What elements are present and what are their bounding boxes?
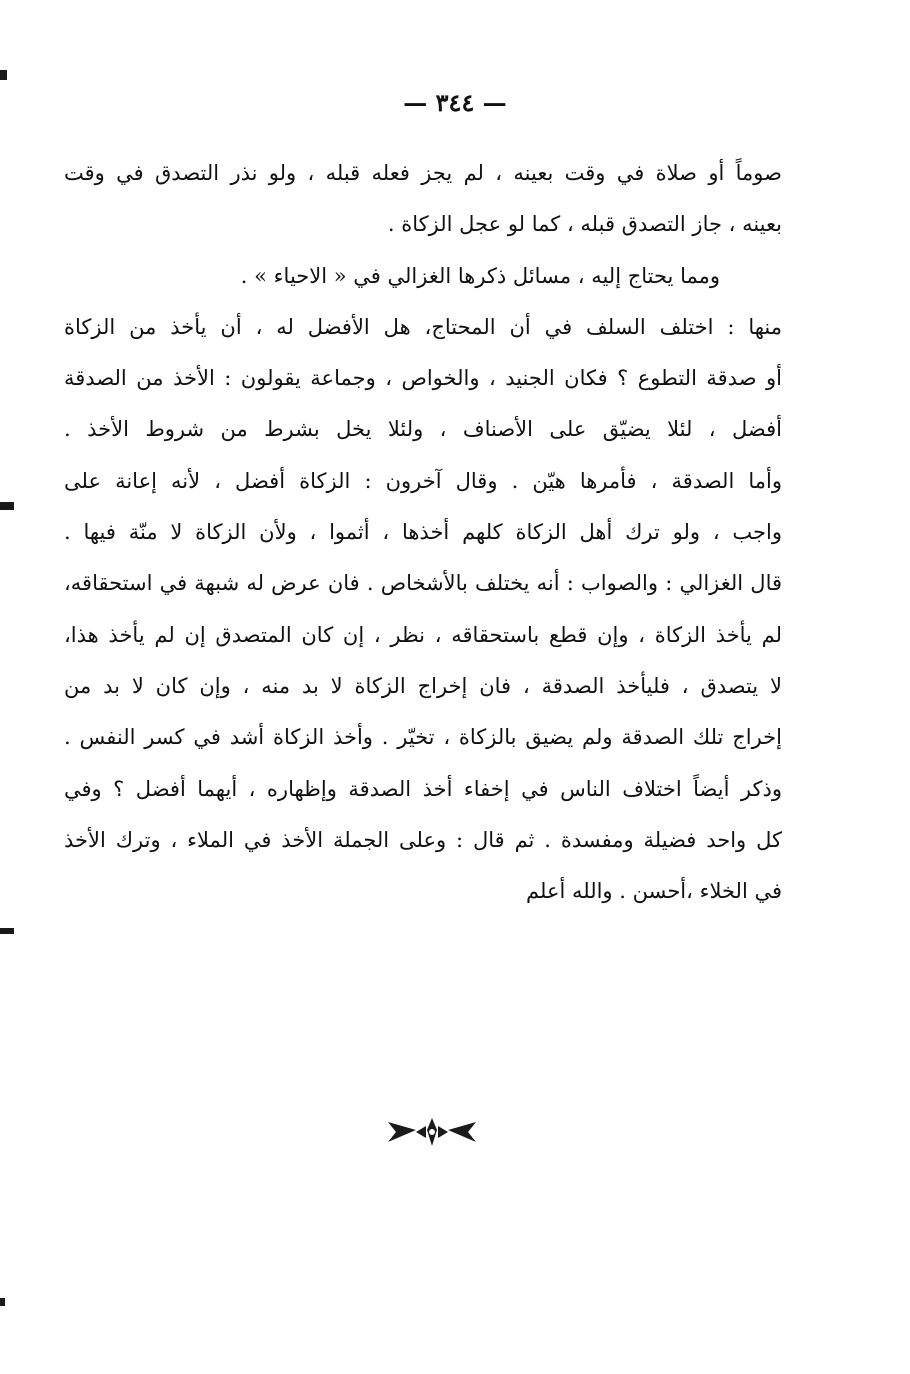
scan-edge-mark [0,1298,5,1306]
text-line-8: واجب ، ولو ترك أهل الزكاة كلهم أخذها ، أثموا ، ولأن الزكاة لا منّة فيها . [64,520,782,545]
page-number: — ٣٤٤ — [403,88,507,117]
text-line-11: لا يتصدق ، فليأخذ الصدقة ، فان إخراج الزكاة لا بد منه ، وإن كان لا بد من [64,673,782,698]
text-line-13: وذكر أيضاً اختلاف الناس في إخفاء أخذ الصدقة وإظهاره ، أيهما أفضل ؟ وفي [64,776,782,801]
text-line-15: في الخلاء ،أحسن . والله أعلم [526,879,782,904]
text-line-12: إخراج تلك الصدقة ولم يضيق بالزكاة ، تخيّر . وأخذ الزكاة أشد في كسر النفس . [64,725,782,750]
text-line-3: ومما يحتاج إليه ، مسائل ذكرها الغزالي في « الاحياء » . [240,263,720,288]
text-line-7: وأما الصدقة ، فأمرها هيّن . وقال آخرون : الزكاة أفضل ، لأنه إعانة على [64,468,782,493]
text-line-1: صوماً أو صلاة في وقت بعينه ، لم يجز فعله قبله ، ولو نذر التصدق في وقت [64,161,782,185]
text-line-2: بعينه ، جاز التصدق قبله ، كما لو عجل الزكاة . [387,212,782,237]
text-line-4: منها : اختلف السلف في أن المحتاج، هل الأفضل له ، أن يأخذ من الزكاة [64,314,782,339]
text-line-5: أو صدقة التطوع ؟ فكان الجنيد ، والخواص ، وجماعة يقولون : الأخذ من الصدقة [64,366,782,391]
decorative-ornament-icon [386,1114,478,1150]
scan-edge-mark [0,70,7,80]
text-line-10: لم يأخذ الزكاة ، وإن قطع باستحقاقه ، نظر ، إن كان المتصدق إن لم يأخذ هذا، [64,622,782,647]
text-line-9: قال الغزالي : والصواب : أنه يختلف بالأشخاص . فان عرض له شبهة في استحقاقه، [64,571,782,596]
scan-edge-mark [0,928,14,934]
text-line-14: كل واحد فضيلة ومفسدة . ثم قال : وعلى الجملة الأخذ في الملاء ، وترك الأخذ [64,827,782,852]
body-text [64,148,782,917]
scan-edge-mark [0,502,14,510]
text-line-6: أفضل ، لئلا يضيّق على الأصناف ، ولئلا يخل بشرط من شروط الأخذ . [64,417,782,442]
